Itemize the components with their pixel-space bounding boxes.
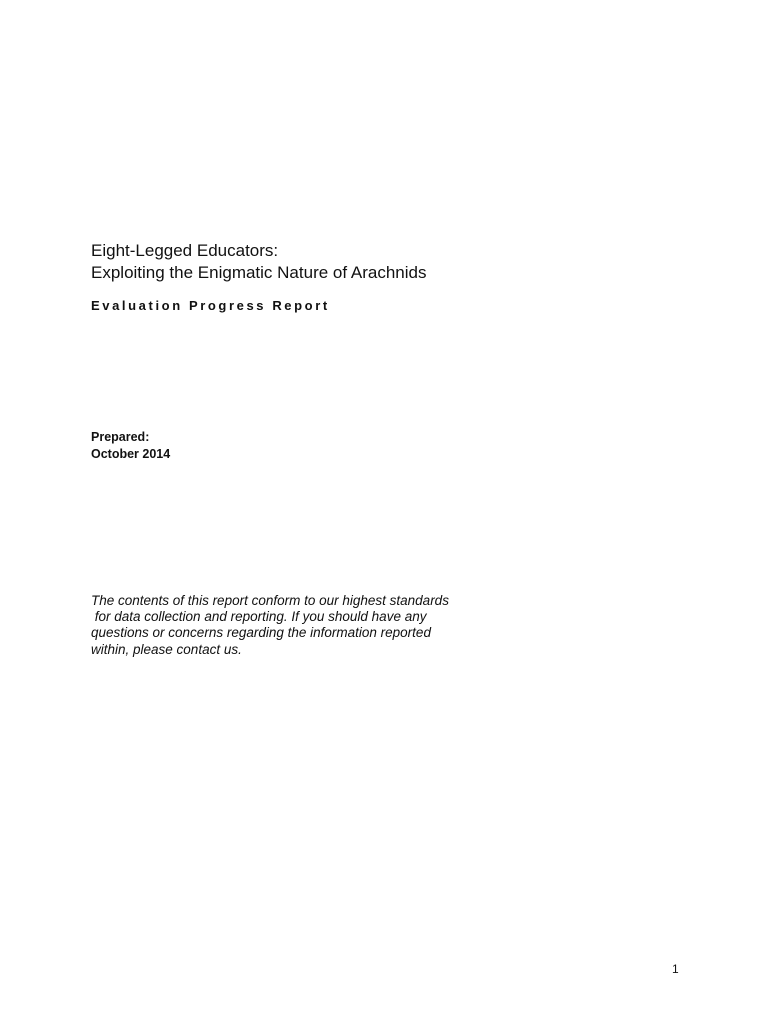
- title-line-2: Exploiting the Enigmatic Nature of Arachnids: [91, 263, 427, 282]
- disclaimer-line-4: within, please contact us.: [91, 641, 242, 657]
- prepared-date: October 2014: [91, 446, 171, 461]
- disclaimer-text: [91, 593, 511, 658]
- title-line-1: Eight-Legged Educators:: [91, 241, 279, 260]
- report-title: [91, 240, 651, 284]
- report-subtitle: Evaluation Progress Report: [91, 298, 330, 313]
- prepared-block: [91, 429, 170, 462]
- page-number: 1: [672, 962, 679, 976]
- disclaimer-line-1: The contents of this report conform to our highest standards: [91, 593, 449, 608]
- prepared-label: Prepared:: [91, 430, 150, 444]
- disclaimer-line-2: for data collection and reporting. If you should have any: [91, 609, 427, 625]
- disclaimer-line-3: questions or concerns regarding the information reported: [91, 625, 431, 641]
